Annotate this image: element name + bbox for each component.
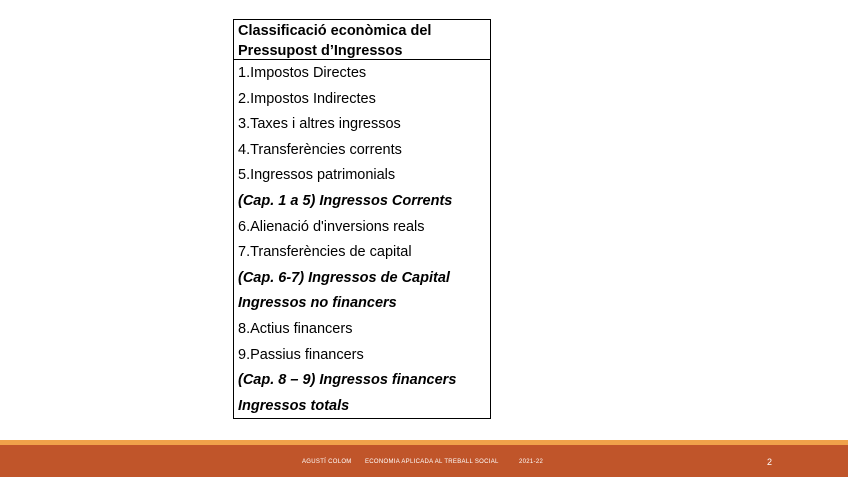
subtotal-row-current-income: (Cap. 1 a 5) Ingressos Corrents: [238, 192, 453, 209]
total-income-row: Ingressos totals: [238, 397, 350, 414]
footer-author: AGUSTÍ COLOM: [302, 459, 352, 465]
table-row: 6.Alienació d'inversions reals: [238, 218, 425, 235]
footer-bar: [0, 445, 848, 477]
subtotal-row-non-financial-income: Ingressos no financers: [238, 295, 397, 312]
table-body: [234, 60, 490, 419]
footer-year: 2021-22: [519, 459, 544, 465]
income-classification-table: [233, 19, 491, 419]
table-row: 5.Ingressos patrimonials: [238, 167, 396, 184]
table-row: 3.Taxes i altres ingressos: [238, 116, 401, 133]
subtotal-row-capital-income: (Cap. 6-7) Ingressos de Capital: [238, 269, 450, 286]
table-row: 7.Transferències de capital: [238, 244, 412, 261]
page-number: 2: [767, 457, 773, 467]
footer-course: ECONOMIA APLICADA AL TREBALL SOCIAL: [365, 459, 499, 465]
subtotal-row-financial-income: (Cap. 8 – 9) Ingressos financers: [238, 372, 457, 389]
table-row: 9.Passius financers: [238, 346, 364, 363]
table-row: 8.Actius financers: [238, 320, 353, 337]
table-row: 1.Impostos Directes: [238, 65, 367, 81]
table-header: Classificació econòmica del Pressupost d’Ingressos: [234, 20, 490, 60]
table-row: 4.Transferències corrents: [238, 141, 402, 158]
table-row: 2.Impostos Indirectes: [238, 90, 376, 107]
